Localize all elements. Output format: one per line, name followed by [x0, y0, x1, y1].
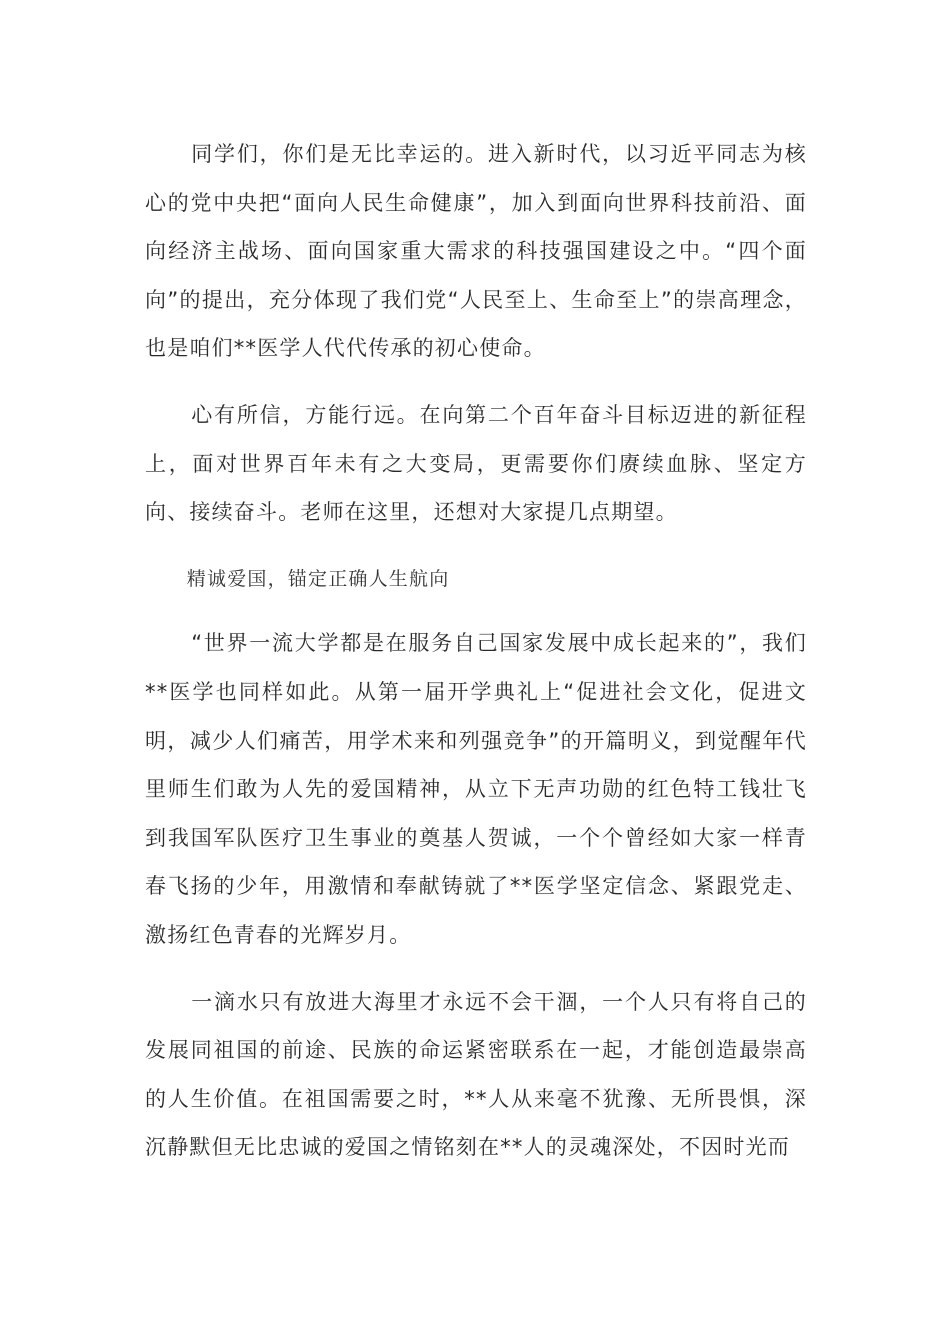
document-body: [145, 130, 807, 1190]
paragraph-world-class-university: “世界一流大学都是在服务自己国家发展中成长起来的”，我们**医学也同样如此。从第一届开学典礼上“促进社会文化，促进文明，减少人们痛苦，用学术来和列强竞争”的开篇明义，到觉醒年代里师生们敢为人先的爱国精神，从立下无声功勋的红色特工钱壮飞到我国军队医疗卫生事业的奠基人贺诚，一个个曾经如大家一样青春飞扬的少年，用激情和奉献铸就了**医学坚定信念、紧跟党走、激扬红色青春的光辉岁月。: [145, 631, 807, 947]
paragraph-drop-of-water: 一滴水只有放进大海里才永远不会干涸，一个人只有将自己的发展同祖国的前途、民族的命运紧密联系在一起，才能创造最崇高的人生价值。在祖国需要之时，**人从来毫不犹豫、无所畏惧，深沉静默但无比忠诚的爱国之情铭刻在**人的灵魂深处，不因时光而: [145, 989, 807, 1160]
section-heading-patriotism: 精诚爱国，锚定正确人生航向: [186, 567, 450, 590]
paragraph-expectations: 心有所信，方能行远。在向第二个百年奋斗目标迈进的新征程上，面对世界百年未有之大变局，更需要你们赓续血脉、坚定方向、接续奋斗。老师在这里，还想对大家提几点期望。: [145, 402, 807, 525]
paragraph-fortunate: 同学们，你们是无比幸运的。进入新时代，以习近平同志为核心的党中央把“面向人民生命健康”，加入到面向世界科技前沿、面向经济主战场、面向国家重大需求的科技强国建设之中。“四个面向”的提出，充分体现了我们党“人民至上、生命至上”的崇高理念，也是咱们**医学人代代传承的初心使命。: [145, 142, 807, 361]
